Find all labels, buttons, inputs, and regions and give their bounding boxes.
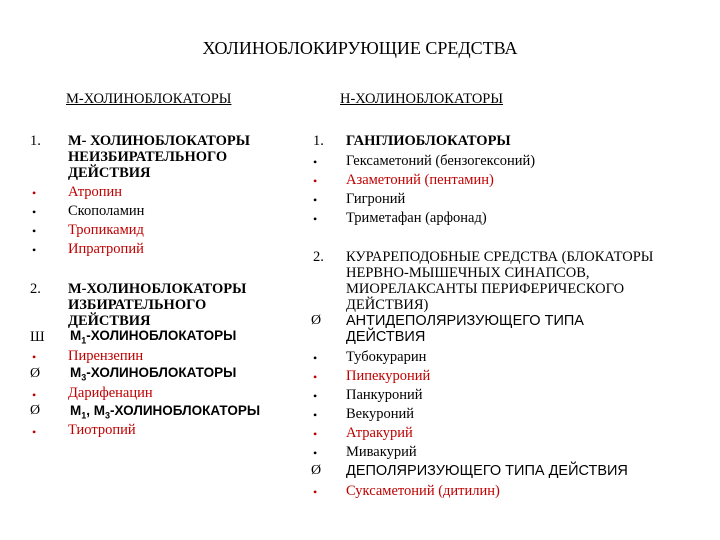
m1-m3-subgroup-heading: $М_1$, $М_3$-ХОЛИНОБЛОКАТОРЫ [70,403,261,421]
drug-pirenzepine: Пирензепин [68,348,144,364]
drug-darifenacin: Дарифенацин [68,385,153,401]
left-group2-number: 2. [30,281,41,297]
bullet-icon: • [313,408,318,422]
bullet-icon: • [313,212,318,226]
drug-atracurium: Атракурий [346,425,413,441]
bullet-icon: • [313,427,318,441]
arrow-bullet-icon: Ø [30,403,41,418]
bullet-icon: • [313,174,318,188]
bullet-icon: • [313,155,318,169]
drug-tropicamide: Тропикамид [68,222,144,238]
drug-atropine: Атропин [68,184,123,200]
left-group2-line1: М-ХОЛИНОБЛОКАТОРЫ [68,281,247,297]
depolarizing-heading: ДЕПОЛЯРИЗУЮЩЕГО ТИПА ДЕЙСТВИЯ [346,463,628,479]
page-title: ХОЛИНОБЛОКИРУЮЩИЕ СРЕДСТВА [202,38,518,58]
drug-suxamethonium: Суксаметоний (дитилин) [346,483,500,499]
left-group1-line3: ДЕЙСТВИЯ [68,165,151,181]
arrow-bullet-icon: Ø [311,313,322,328]
drug-scopolamine: Скополамин [68,203,145,219]
curare-line3: МИОРЕЛАКСАНТЫ ПЕРИФЕРИЧЕСКОГО [346,281,625,297]
right-group2-number: 2. [313,249,324,265]
left-group2-line2: ИЗБИРАТЕЛЬНОГО [68,297,207,313]
drug-pipecuronium: Пипекуроний [346,368,431,384]
drug-mivacurium: Мивакурий [346,444,417,460]
drug-vecuronium: Векуроний [346,406,414,422]
curare-line2: НЕРВНО-МЫШЕЧНЫХ СИНАПСОВ, [346,265,590,281]
drug-ipratropium: Ипратропий [68,241,144,257]
drug-pancuronium: Панкуроний [346,387,423,403]
sha-marker: Ш [30,329,45,345]
curare-line4: ДЕЙСТВИЯ) [346,297,429,313]
drug-azamethonium: Азаметоний (пентамин) [346,172,494,188]
bullet-icon: • [313,351,318,365]
drug-hexamethonium: Гексаметоний (бензогексоний) [346,153,536,169]
m-holinoblockers-header: М-ХОЛИНОБЛОКАТОРЫ [66,91,232,107]
arrow-bullet-icon: Ø [311,463,322,478]
bullet-icon: • [32,350,37,364]
right-group1-number: 1. [313,133,324,149]
left-group2-line3: ДЕЙСТВИЯ [68,313,151,329]
drug-tubocurarine: Тубокурарин [346,349,427,365]
bullet-icon: • [32,224,37,238]
bullet-icon: • [32,425,37,439]
bullet-icon: • [313,193,318,207]
n-holinoblockers-header: Н-ХОЛИНОБЛОКАТОРЫ [340,91,504,107]
bullet-icon: • [32,243,37,257]
left-group1-line2: НЕИЗБИРАТЕЛЬНОГО [68,149,228,165]
m1-subgroup-heading: $М_1$-ХОЛИНОБЛОКАТОРЫ [70,328,237,346]
drug-hygronium: Гигроний [346,191,406,207]
arrow-bullet-icon: Ø [30,366,41,381]
m3-subgroup-heading: $М_3$-ХОЛИНОБЛОКАТОРЫ [70,365,237,383]
bullet-icon: • [313,389,318,403]
bullet-icon: • [313,370,318,384]
left-group1-line1: М- ХОЛИНОБЛОКАТОРЫ [68,133,250,149]
drug-trimetaphan: Триметафан (арфонад) [346,210,487,226]
bullet-icon: • [32,205,37,219]
bullet-icon: • [313,446,318,460]
bullet-icon: • [313,485,318,499]
bullet-icon: • [32,186,37,200]
antidepolarizing-heading-line2: ДЕЙСТВИЯ [346,329,426,345]
antidepolarizing-heading-line1: АНТИДЕПОЛЯРИЗУЮЩЕГО ТИПА [346,313,584,329]
left-group1-number: 1. [30,133,41,149]
curare-line1: КУРАРЕПОДОБНЫЕ СРЕДСТВА (БЛОКАТОРЫ [346,249,654,265]
bullet-icon: • [32,388,37,402]
drug-tiotropium: Тиотропий [68,422,136,438]
ganglioblockers-heading: ГАНГЛИОБЛОКАТОРЫ [346,133,511,149]
